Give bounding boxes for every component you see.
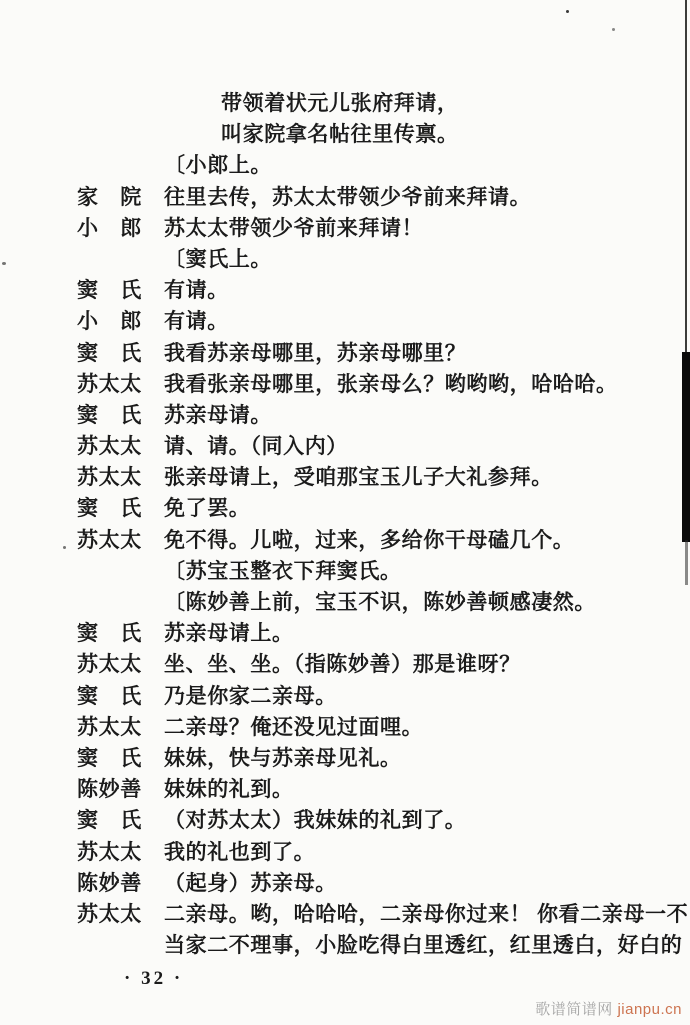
dialogue-text: （起身）苏亲母。 [164,870,337,895]
line-text: 当家二不理事，小脸吃得白里透红，红里透白，好白的 [164,933,683,958]
verse-line: 带领着状元儿张府拜请， [221,91,459,115]
speaker-name: 苏太太 [77,465,142,490]
dialogue-line [0,868,690,899]
dialogue-text: 我看苏亲母哪里，苏亲母哪里？ [164,340,467,365]
speaker-name: 窦 氏 [77,621,142,646]
speaker-name: 窦 氏 [77,745,142,770]
speaker-name: 苏太太 [77,839,142,864]
scan-speck [63,546,66,549]
dialogue-text: 免了罢。 [164,496,251,521]
dialogue-line [0,213,690,244]
watermark-site-url: jianpu.cn [617,1001,682,1018]
speaker-name: 窦 氏 [77,808,142,833]
dialogue-line [0,431,690,462]
dialogue-line [0,275,690,306]
speaker-name: 苏太太 [77,901,142,926]
page-number: · 32 · [124,968,184,989]
script-lines [0,150,690,961]
line-text: 〔小郎上。 [164,153,272,178]
speaker-name: 窦 氏 [77,340,142,365]
dialogue-line [0,837,690,868]
stage-direction [0,150,690,181]
dialogue-text: 往里去传，苏太太带领少爷前来拜请。 [164,184,532,209]
stage-direction [0,556,690,587]
scan-edge-artifact [685,0,687,370]
speaker-name: 陈妙善 [77,777,142,802]
dialogue-text: 二亲母？俺还没见过面哩。 [164,714,424,739]
dialogue-text: 请、请。（同入内） [164,434,348,459]
speaker-name: 小 郎 [77,215,142,240]
dialogue-text: 乃是你家二亲母。 [164,683,337,708]
dialogue-line [0,681,690,712]
speaker-name: 苏太太 [77,527,142,552]
dialogue-line [0,649,690,680]
dialogue-text: 有请。 [164,309,229,334]
dialogue-text: 苏亲母请。 [164,402,272,427]
watermark [535,998,682,1019]
line-text: 〔苏宝玉整衣下拜窦氏。 [164,558,402,583]
stage-direction [0,587,690,618]
dialogue-text: 免不得。儿啦，过来，多给你干母磕几个。 [164,527,575,552]
speaker-name: 家 院 [77,184,142,209]
speaker-name: 苏太太 [77,371,142,396]
speaker-name: 窦 氏 [77,496,142,521]
dialogue-text: 苏太太带领少爷前来拜请！ [164,215,424,240]
stage-direction [0,244,690,275]
speaker-name: 窦 氏 [77,402,142,427]
speaker-name: 窦 氏 [77,683,142,708]
watermark-site-name: 歌谱简谱网 [535,1001,613,1018]
dialogue-continuation [0,930,690,961]
speaker-name: 小 郎 [77,309,142,334]
dialogue-line [0,525,690,556]
speaker-name: 窦 氏 [77,278,142,303]
speaker-name: 苏太太 [77,434,142,459]
dialogue-line [0,182,690,213]
dialogue-line [0,712,690,743]
speaker-name: 苏太太 [77,652,142,677]
dialogue-text: 坐、坐、坐。（指陈妙善）那是谁呀？ [164,652,521,677]
scan-speck [566,10,569,13]
dialogue-text: 二亲母。哟，哈哈哈，二亲母你过来！ 你看二亲母一不 [164,901,689,926]
dialogue-line [0,493,690,524]
dialogue-line [0,805,690,836]
dialogue-line [0,618,690,649]
dialogue-text: （对苏太太）我妹妹的礼到了。 [164,808,467,833]
dialogue-line [0,400,690,431]
dialogue-line [0,743,690,774]
verse-line: 叫家院拿名帖往里传禀。 [221,122,459,147]
dialogue-line [0,774,690,805]
speaker-name: 陈妙善 [77,870,142,895]
dialogue-text: 妹妹，快与苏亲母见礼。 [164,745,402,770]
line-text: 〔陈妙善上前，宝玉不识，陈妙善顿感凄然。 [164,590,596,614]
dialogue-line [0,338,690,369]
dialogue-text: 有请。 [164,278,229,303]
dialogue-line [0,306,690,337]
dialogue-line [0,462,690,493]
line-text: 〔窦氏上。 [164,246,272,271]
scan-speck [612,28,615,31]
dialogue-line [0,899,690,930]
dialogue-text: 我的礼也到了。 [164,839,316,864]
speaker-name: 苏太太 [77,714,142,739]
scan-speck [2,262,6,265]
dialogue-text: 张亲母请上，受咱那宝玉儿子大礼参拜。 [164,465,553,490]
dialogue-text: 我看张亲母哪里，张亲母么？哟哟哟，哈哈哈。 [164,371,618,396]
scan-edge-artifact [685,540,688,585]
dialogue-text: 妹妹的礼到。 [164,777,294,802]
dialogue-text: 苏亲母请上。 [164,621,294,646]
dialogue-line [0,369,690,400]
scan-edge-artifact [682,352,690,542]
